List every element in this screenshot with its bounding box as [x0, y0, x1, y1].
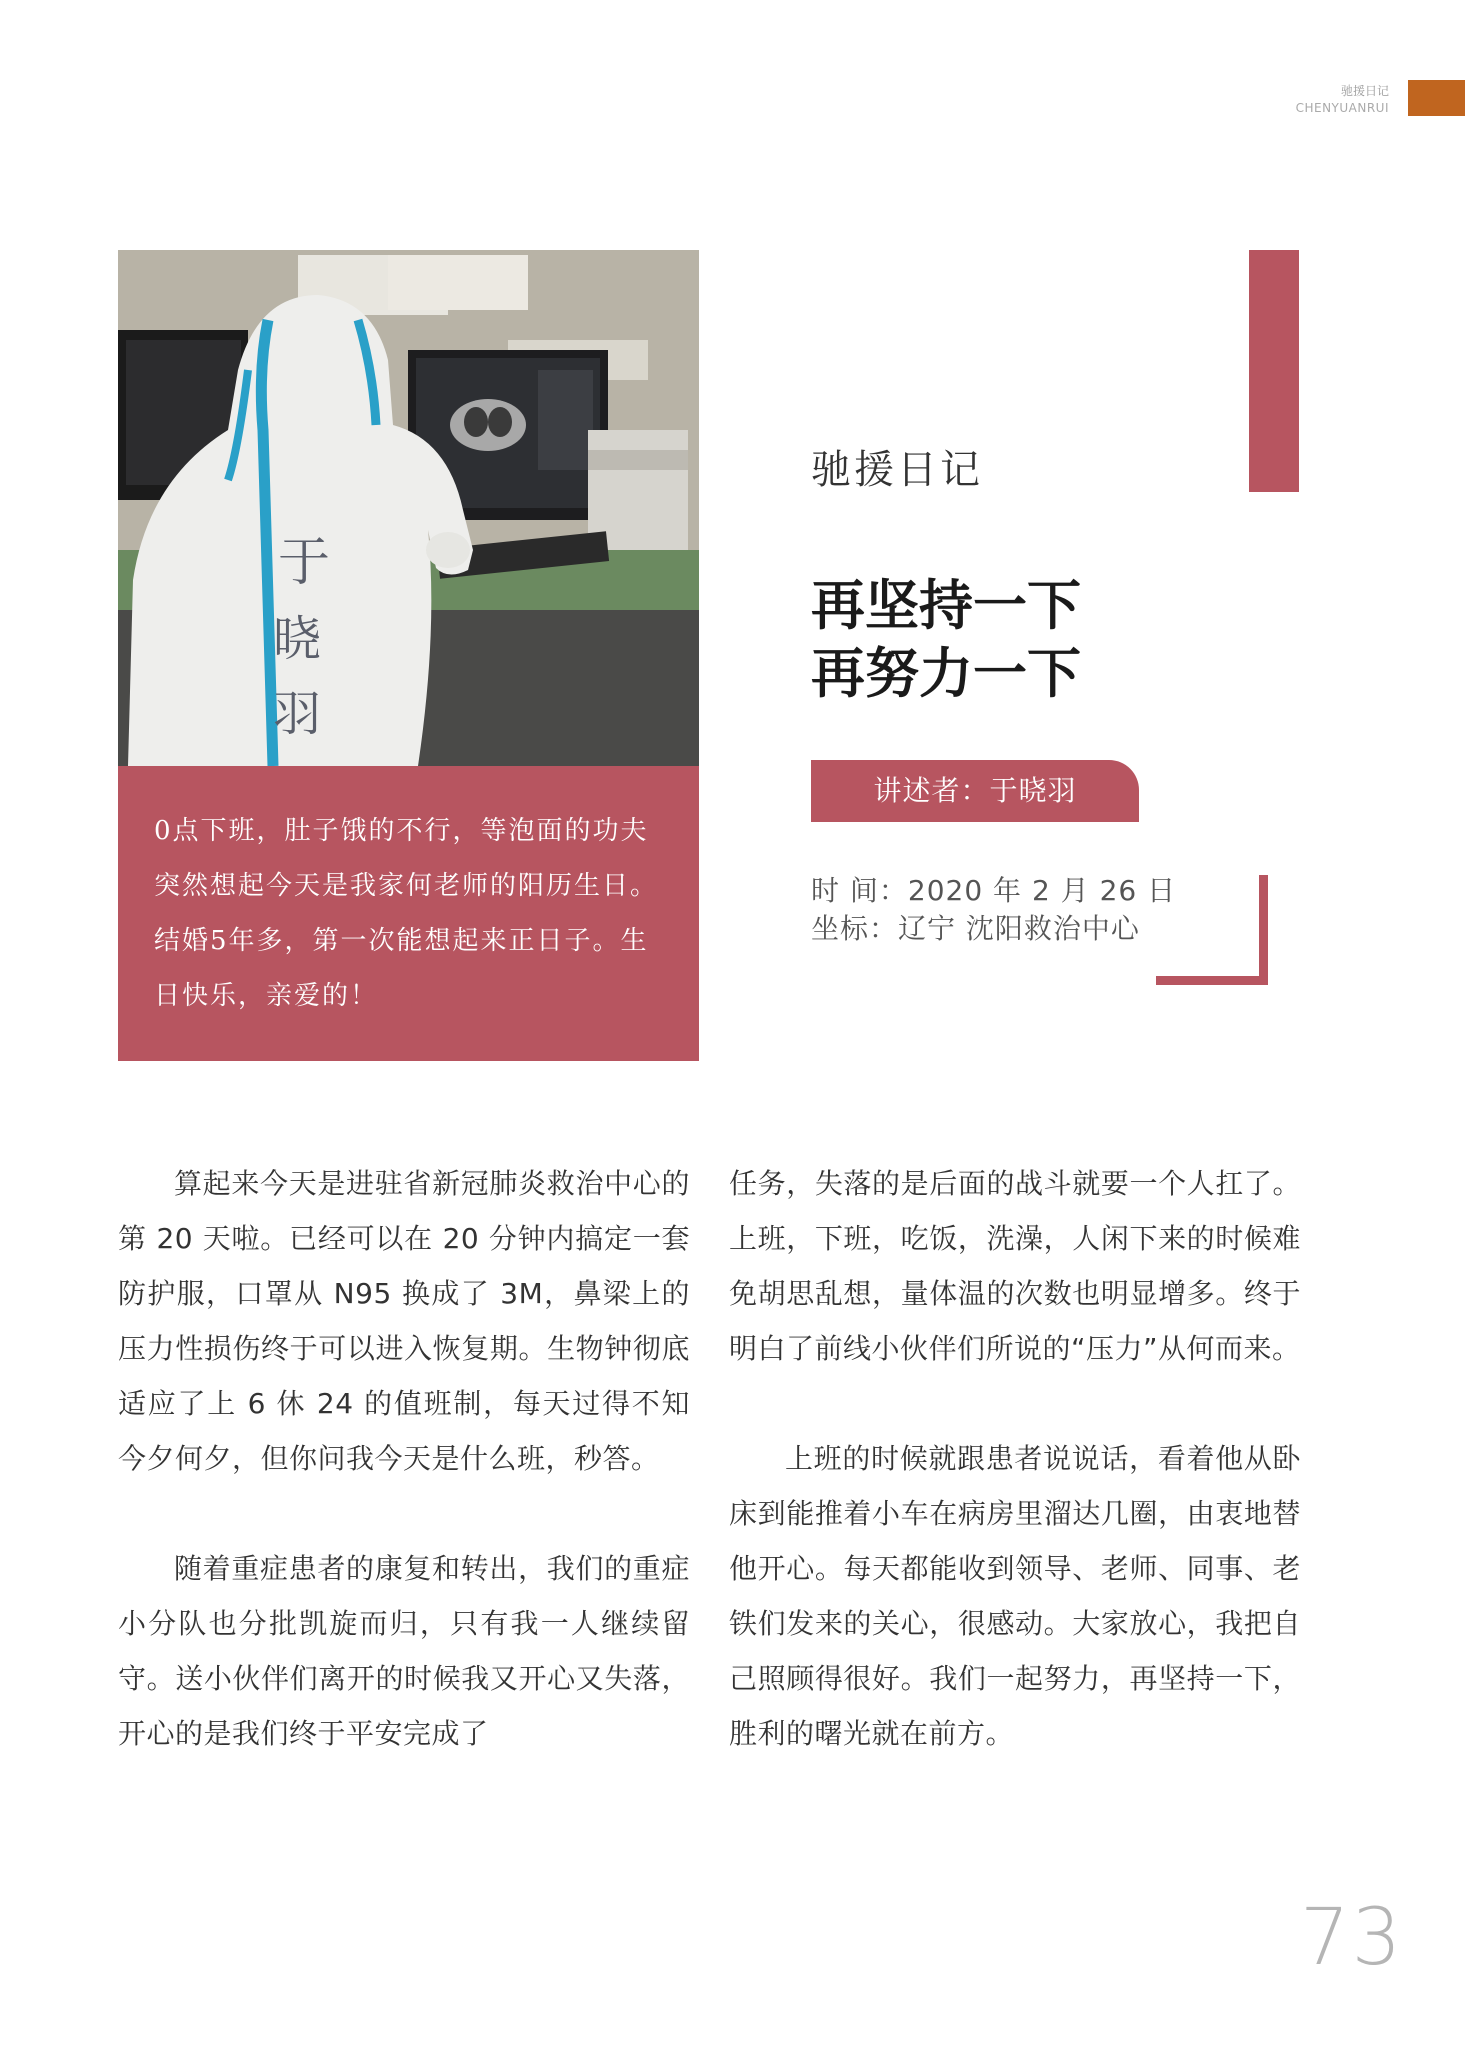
- running-header-title: 驰援日记: [1340, 84, 1389, 98]
- body-column-left: [118, 1156, 690, 1816]
- body-column-right: [729, 1156, 1301, 1816]
- handwriting-char: 羽: [273, 686, 322, 742]
- article-headline: [811, 571, 1081, 707]
- body-paragraph: 上班的时候就跟患者说说话，看着他从卧床到能推着小车在病房里溜达几圈，由衷地替他开心。每天都能收到领导、老师、同事、老铁们发来的关心，很感动。大家放心，我把自己照顾得很好。我们一起努力，再坚持一下，胜利的曙光就在前方。: [729, 1442, 1301, 1750]
- running-header-subtitle: CHENYUANRUI: [1295, 101, 1389, 115]
- body-paragraph-continued: 任务，失落的是后面的战斗就要一个人扛了。上班，下班，吃饭，洗澡，人闲下来的时候难免胡思乱想，量体温的次数也明显增多。终于明白了前线小伙伴们所说的“压力”从何而来。: [729, 1167, 1301, 1365]
- photo-caption-text: 0点下班，肚子饿的不行，等泡面的功夫突然想起今天是我家何老师的阳历生日。结婚5年多，第一次能想起来正日子。生日快乐，亲爱的！: [154, 816, 659, 1011]
- decorative-corner-vertical: [1259, 875, 1268, 985]
- article-meta: [811, 872, 1176, 948]
- article-location: 坐标：辽宁 沈阳救治中心: [811, 912, 1140, 945]
- body-paragraph: 随着重症患者的康复和转出，我们的重症小分队也分批凯旋而归，只有我一人继续留守。送小伙伴们离开的时候我又开心又失落，开心的是我们终于平安完成了: [118, 1552, 690, 1750]
- column-title: 驰援日记: [811, 447, 983, 493]
- handwriting-char: 于: [278, 533, 331, 593]
- narrator-badge: 讲述者：于晓羽: [811, 760, 1139, 822]
- photo-caption-box: [118, 766, 699, 1061]
- handwriting-char: 晓: [273, 611, 322, 667]
- decorative-vertical-bar: [1249, 250, 1299, 492]
- decorative-corner-horizontal: [1156, 976, 1268, 985]
- article-photo: [118, 250, 699, 766]
- body-paragraph: 算起来今天是进驻省新冠肺炎救治中心的第 20 天啦。已经可以在 20 分钟内搞定一套防护服，口罩从 N95 换成了 3M，鼻梁上的压力性损伤终于可以进入恢复期。生物钟彻底适应了上 6 休 24 的值班制，每天过得不知今夕何夕，但你问我今天是什么班，秒答。: [118, 1167, 690, 1475]
- headline-line-2: 再努力一下: [811, 641, 1081, 705]
- headline-line-1: 再坚持一下: [811, 573, 1081, 637]
- page-number: 73: [1300, 1893, 1404, 1983]
- header-color-tab: [1408, 80, 1465, 116]
- article-date: 时 间：2020 年 2 月 26 日: [811, 874, 1177, 907]
